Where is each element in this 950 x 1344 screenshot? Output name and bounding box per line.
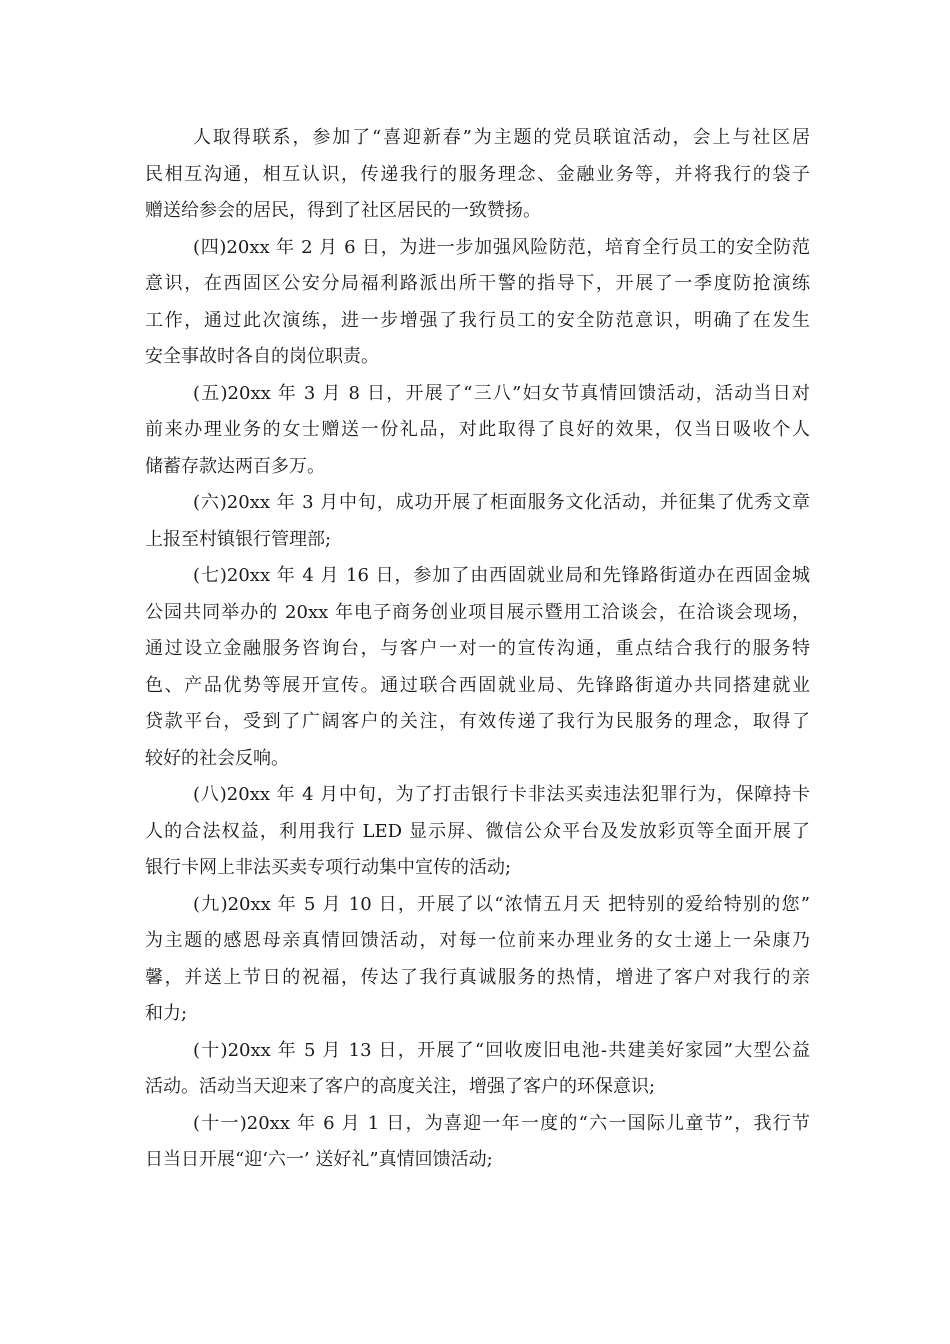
text-line: 贷款平台，受到了广阔客户的关注，有效传递了我行为民服务的理念，取得了 bbox=[145, 711, 810, 732]
text-line: (十)20xx 年 5 月 13 日，开展了“回收废旧电池-共建美好家园”大型公益 bbox=[193, 1039, 810, 1061]
text-line: 和力; bbox=[145, 1003, 188, 1024]
text-line: 公园共同举办的 20xx 年电子商务创业项目展示暨用工洽谈会，在洽谈会现场， bbox=[145, 601, 810, 623]
text-line: 为主题的感恩母亲真情回馈活动，对每一位前来办理业务的女士递上一朵康乃 bbox=[145, 930, 810, 951]
text-line: (四)20xx 年 2 月 6 日，为进一步加强风险防范，培育全行员工的安全防范 bbox=[193, 236, 810, 258]
text-line: 色、产品优势等展开宣传。通过联合西固就业局、先锋路街道办共同搭建就业 bbox=[145, 674, 810, 696]
text-line: 储蓄存款达两百多万。 bbox=[145, 455, 325, 477]
text-line: 上报至村镇银行管理部; bbox=[145, 528, 332, 550]
text-line: 银行卡网上非法买卖专项行动集中宣传的活动; bbox=[145, 857, 512, 878]
text-line: (十一)20xx 年 6 月 1 日，为喜迎一年一度的“六一国际儿童节”，我行节 bbox=[193, 1112, 810, 1134]
text-line: (六)20xx 年 3 月中旬，成功开展了柜面服务文化活动，并征集了优秀文章 bbox=[193, 492, 810, 513]
text-line: 前来办理业务的女士赠送一份礼品，对此取得了良好的效果，仅当日吸收个人 bbox=[145, 419, 810, 440]
text-line: 安全事故时各自的岗位职责。 bbox=[145, 346, 379, 367]
document-body bbox=[145, 120, 810, 1179]
text-line: 通过设立金融服务咨询台，与客户一对一的宣传沟通，重点结合我行的服务特 bbox=[145, 638, 810, 659]
text-line: 工作，通过此次演练，进一步增强了我行员工的安全防范意识，明确了在发生 bbox=[145, 309, 810, 331]
text-line: 活动。活动当天迎来了客户的高度关注，增强了客户的环保意识; bbox=[145, 1076, 656, 1097]
text-line: 人取得联系，参加了“喜迎新春”为主题的党员联谊活动，会上与社区居 bbox=[193, 127, 810, 148]
text-line: (七)20xx 年 4 月 16 日，参加了由西固就业局和先锋路街道办在西固金城 bbox=[193, 565, 810, 586]
text-line: 民相互沟通，相互认识，传递我行的服务理念、金融业务等，并将我行的袋子 bbox=[145, 163, 810, 185]
text-line: 较好的社会反响。 bbox=[145, 747, 289, 769]
text-line: 日当日开展“迎‘六一’ 送好礼”真情回馈活动; bbox=[145, 1149, 493, 1170]
text-line: (五)20xx 年 3 月 8 日，开展了“三八”妇女节真情回馈活动，活动当日对 bbox=[193, 382, 810, 404]
text-line: (八)20xx 年 4 月中旬，为了打击银行卡非法买卖违法犯罪行为，保障持卡 bbox=[193, 784, 810, 805]
text-line: 意识，在西固区公安分局福利路派出所干警的指导下，开展了一季度防抢演练 bbox=[145, 273, 810, 294]
text-line: 赠送给参会的居民，得到了社区居民的一致赞扬。 bbox=[145, 200, 541, 221]
text-line: (九)20xx 年 5 月 10 日，开展了以“浓情五月天 把特别的爱给特别的您” bbox=[193, 893, 810, 915]
text-line: 馨，并送上节日的祝福，传达了我行真诚服务的热情，增进了客户对我行的亲 bbox=[145, 966, 810, 988]
text-line: 人的合法权益，利用我行 LED 显示屏、微信公众平台及发放彩页等全面开展了 bbox=[145, 820, 810, 842]
